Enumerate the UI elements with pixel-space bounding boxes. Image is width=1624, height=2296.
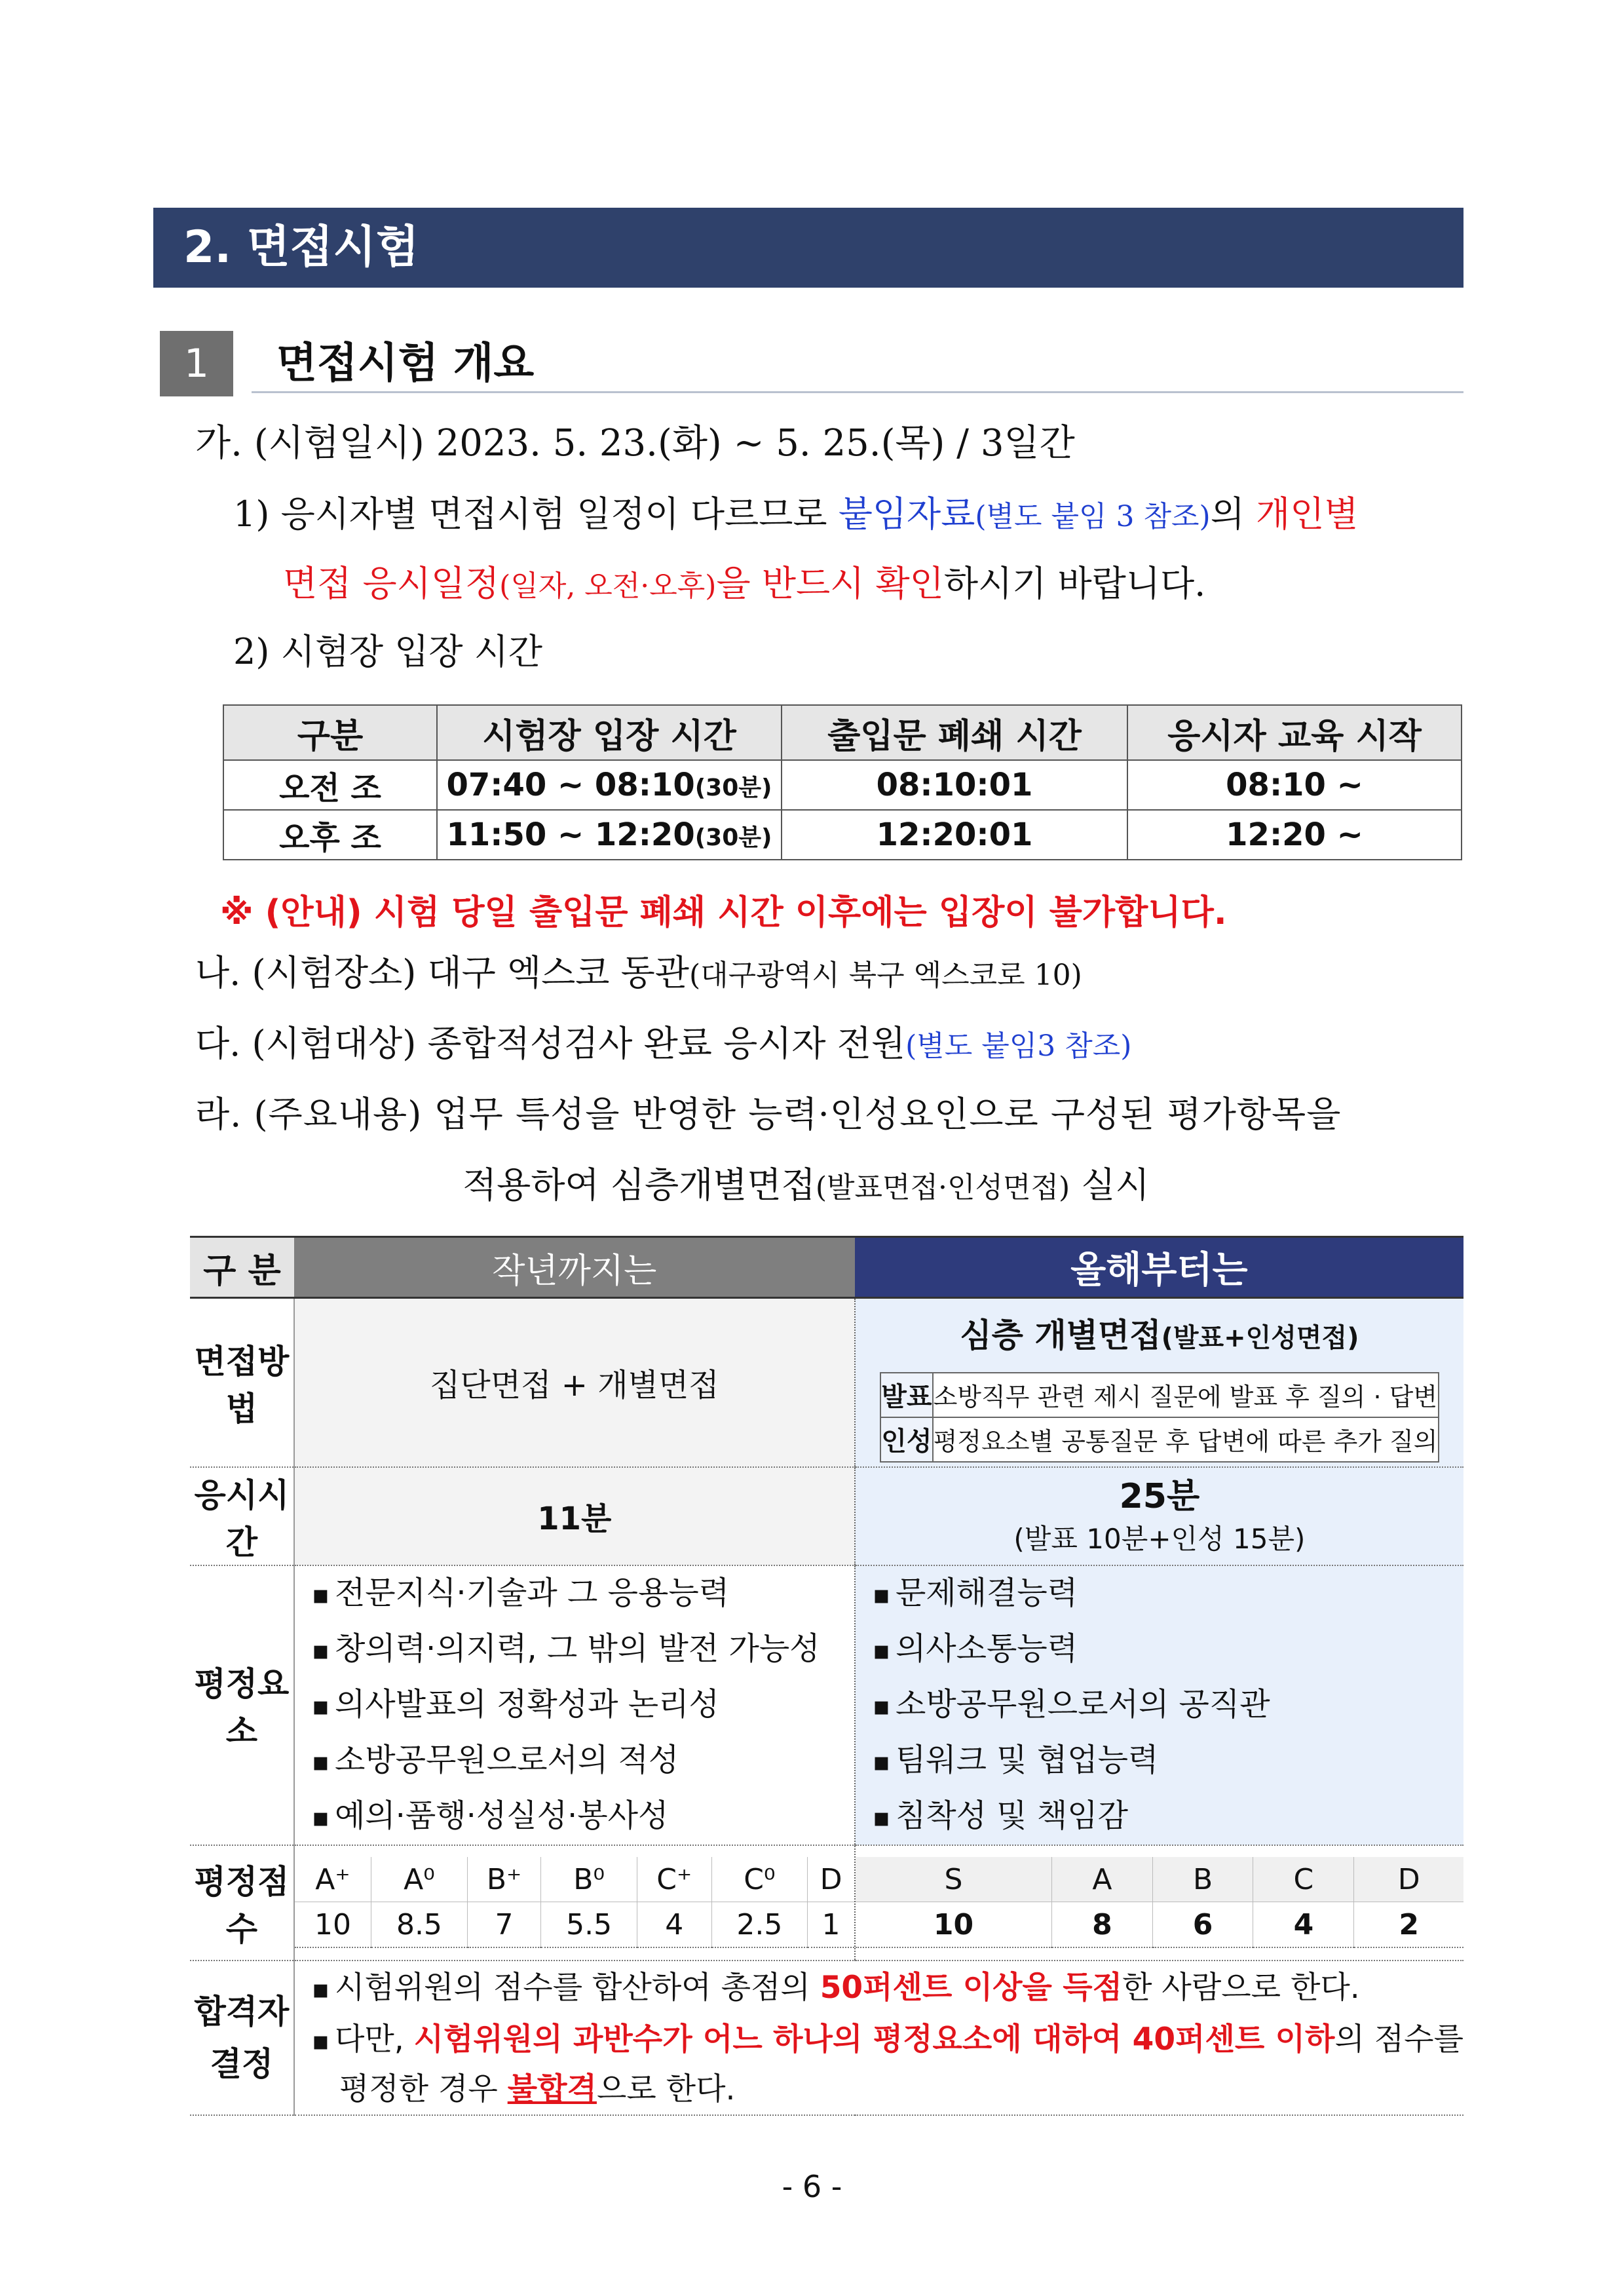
grade: C⁰ (711, 1857, 808, 1902)
grade: A⁺ (295, 1857, 371, 1902)
list-item: ▪ 의사발표의 정확성과 논리성 (295, 1677, 854, 1733)
text: 시험위원의 점수를 합산하여 총점의 (334, 1969, 820, 2006)
text: 평정한 경우 (339, 2071, 508, 2107)
table-row (880, 1417, 1438, 1462)
grade: B⁰ (541, 1857, 637, 1902)
table-row (223, 810, 1462, 860)
entry-note: (30분) (694, 824, 772, 851)
list-item: ▪ 소방공무원으로서의 적성 (295, 1733, 854, 1789)
pass-decision (294, 1961, 1463, 2115)
highlight: 면접 응시일정 (283, 563, 500, 604)
address: (대구광역시 북구 엑스코로 10) (689, 959, 1082, 992)
header-cell: 응시자 교육 시작 (1127, 705, 1462, 760)
grade: A (1052, 1857, 1153, 1902)
grade-table-last (295, 1857, 854, 1948)
highlight: 개인별 (1256, 493, 1359, 535)
points: 6 (1152, 1902, 1253, 1948)
page-number: - 6 - (782, 2169, 842, 2204)
method-now (855, 1298, 1463, 1467)
title-note: (발표+인성면접) (1161, 1322, 1359, 1353)
grade: A⁰ (371, 1857, 468, 1902)
points: 5.5 (541, 1902, 637, 1948)
detail-key: 인성 (880, 1417, 932, 1462)
pass-rule-2 (295, 2016, 1463, 2065)
points: 8.5 (371, 1902, 468, 1948)
list-item: ▪ 창의력·의지력, 그 밖의 발전 가능성 (295, 1622, 854, 1677)
item-ga-2: 2) 시험장 입장 시간 (233, 631, 543, 672)
item-da (195, 1021, 1131, 1069)
list-item: ▪ 예의·품행·성실성·봉사성 (295, 1789, 854, 1845)
close-cell: 08:10:01 (782, 760, 1127, 810)
header-now: 올해부터는 (855, 1237, 1463, 1298)
entry-note: (30분) (694, 775, 772, 801)
row-label (190, 1961, 294, 2115)
detail-value: 평정요소별 공통질문 후 답변에 따른 추가 질의 (933, 1417, 1439, 1462)
points: 2.5 (711, 1902, 808, 1948)
points: 8 (1052, 1902, 1153, 1948)
edu-cell: 08:10 ~ (1127, 760, 1462, 810)
points-row (295, 1902, 854, 1948)
entry-time: 07:40 ~ 08:10 (446, 767, 695, 803)
item-ga: 가. (시험일시) 2023. 5. 23.(화) ~ 5. 25.(목) / 3일간 (195, 422, 1075, 465)
elements-now (855, 1565, 1463, 1845)
pass-rule-2-cont (295, 2065, 1463, 2114)
header-cell: 구분 (223, 705, 437, 760)
close-cell: 12:20:01 (782, 810, 1127, 860)
header-cell: 시험장 입장 시간 (437, 705, 782, 760)
item-ra-line1: 라. (주요내용) 업무 특성을 반영한 능력·인성요인으로 구성된 평가항목을 (195, 1094, 1342, 1135)
highlight: 시험위원의 과반수가 어느 하나의 평정요소에 대하여 40퍼센트 이하 (413, 2021, 1335, 2057)
attachment-note: (별도 붙임 3 참조) (975, 500, 1211, 533)
grade: C⁺ (637, 1857, 711, 1902)
list-item: ▪ 전문지식·기술과 그 응용능력 (295, 1566, 854, 1622)
schedule-table (223, 704, 1462, 860)
points: 2 (1354, 1902, 1463, 1948)
header-label: 구 분 (190, 1237, 294, 1298)
entry-cell (437, 760, 782, 810)
entry-cell (437, 810, 782, 860)
comparison-table (190, 1236, 1463, 2116)
points: 7 (467, 1902, 540, 1948)
list-item: ▪ 팀워크 및 협업능력 (856, 1733, 1463, 1789)
detail-key: 발표 (880, 1373, 932, 1417)
points: 10 (295, 1902, 371, 1948)
grade-row (295, 1857, 854, 1902)
item-ga-1-line1 (233, 491, 1359, 540)
method-detail-table (880, 1372, 1439, 1463)
group-cell: 오후 조 (223, 810, 437, 860)
item-na (195, 950, 1082, 999)
highlight: 50퍼센트 이상을 득점 (820, 1969, 1123, 2006)
detail-value: 소방직무 관련 제시 질문에 발표 후 질의 · 답변 (933, 1373, 1439, 1417)
edu-cell: 12:20 ~ (1127, 810, 1462, 860)
pass-rule-1 (295, 1962, 1463, 2016)
header-last: 작년까지는 (294, 1237, 855, 1298)
attachment-link: 붙임자료 (838, 493, 975, 535)
elements-last (294, 1565, 855, 1845)
row-label-line: 합격자 (194, 1992, 290, 2031)
table-row (190, 1467, 1463, 1565)
text: 으로 한다. (596, 2071, 736, 2107)
header-cell: 출입문 폐쇄 시간 (782, 705, 1127, 760)
title: 심층 개별면접 (960, 1316, 1161, 1354)
section-title: 2. 면접시험 (153, 208, 1463, 288)
text: 한 사람으로 한다. (1122, 1969, 1360, 2006)
scores-last (294, 1845, 855, 1961)
row-label: 면접방법 (190, 1298, 294, 1467)
table-row (880, 1373, 1438, 1417)
row-label: 응시시간 (190, 1467, 294, 1565)
grade-row (856, 1857, 1463, 1902)
entry-time: 11:50 ~ 12:20 (446, 816, 695, 853)
table-row (190, 1845, 1463, 1961)
attachment-note: (별도 붙임3 참조) (905, 1029, 1132, 1063)
subsection-number: 1 (160, 331, 233, 396)
table-row (190, 1565, 1463, 1845)
highlight: 을 반드시 확인 (716, 563, 944, 604)
grade-table-now (856, 1857, 1463, 1948)
points: 4 (637, 1902, 711, 1948)
grade: S (856, 1857, 1052, 1902)
list-item: ▪ 침착성 및 책임감 (856, 1789, 1463, 1845)
text: 1) 응시자별 면접시험 일정이 다르므로 (233, 493, 839, 535)
scores-now (855, 1845, 1463, 1961)
grade: D (808, 1857, 854, 1902)
row-label: 평정점수 (190, 1845, 294, 1961)
grade: B (1152, 1857, 1253, 1902)
points: 10 (856, 1902, 1052, 1948)
text: 의 (1210, 493, 1256, 535)
time-now-note: (발표 10분+인성 15분) (1013, 1522, 1306, 1555)
note: (발표면접·인성면접) (815, 1171, 1070, 1204)
table-row (190, 1961, 1463, 2115)
text: 다만, (334, 2021, 414, 2057)
time-now (855, 1467, 1463, 1565)
grade: B⁺ (467, 1857, 540, 1902)
group-cell: 오전 조 (223, 760, 437, 810)
row-label: 평정요소 (190, 1565, 294, 1845)
points: 1 (808, 1902, 854, 1948)
list-item: ▪ 소방공무원으로서의 공직관 (856, 1677, 1463, 1733)
table-row (223, 760, 1462, 810)
grade: D (1354, 1857, 1463, 1902)
text: 적용하여 심층개별면접 (463, 1164, 816, 1206)
time-last: 11분 (294, 1467, 855, 1565)
text: 하시기 바랍니다. (943, 563, 1206, 604)
text: 실시 (1070, 1164, 1150, 1206)
method-last: 집단면접 + 개별면접 (294, 1298, 855, 1467)
item-ga-1-line2 (283, 561, 1205, 609)
text: 다. (시험대상) 종합적성검사 완료 응시자 전원 (195, 1023, 906, 1064)
points: 4 (1253, 1902, 1354, 1948)
row-label-line: 결정 (210, 2044, 274, 2083)
table-row (190, 1298, 1463, 1467)
text: 나. (시험장소) 대구 엑스코 동관 (195, 952, 689, 993)
item-ra-line2 (463, 1162, 1150, 1211)
highlight-note: (일자, 오전·오후) (499, 569, 717, 603)
list-item: ▪ 문제해결능력 (856, 1566, 1463, 1622)
text: 의 점수를 (1334, 2021, 1463, 2057)
time-now-value: 25분 (1119, 1476, 1200, 1516)
points-row (856, 1902, 1463, 1948)
schedule-header-row (223, 705, 1462, 760)
comparison-header-row (190, 1237, 1463, 1298)
subsection-divider (252, 391, 1463, 393)
grade: C (1253, 1857, 1354, 1902)
method-now-title (856, 1309, 1463, 1356)
highlight: 불합격 (507, 2071, 597, 2107)
list-item: ▪ 의사소통능력 (856, 1622, 1463, 1677)
subsection-title: 면접시험 개요 (276, 339, 535, 388)
entry-notice: ※ (안내) 시험 당일 출입문 폐쇄 시간 이후에는 입장이 불가합니다. (220, 893, 1227, 932)
